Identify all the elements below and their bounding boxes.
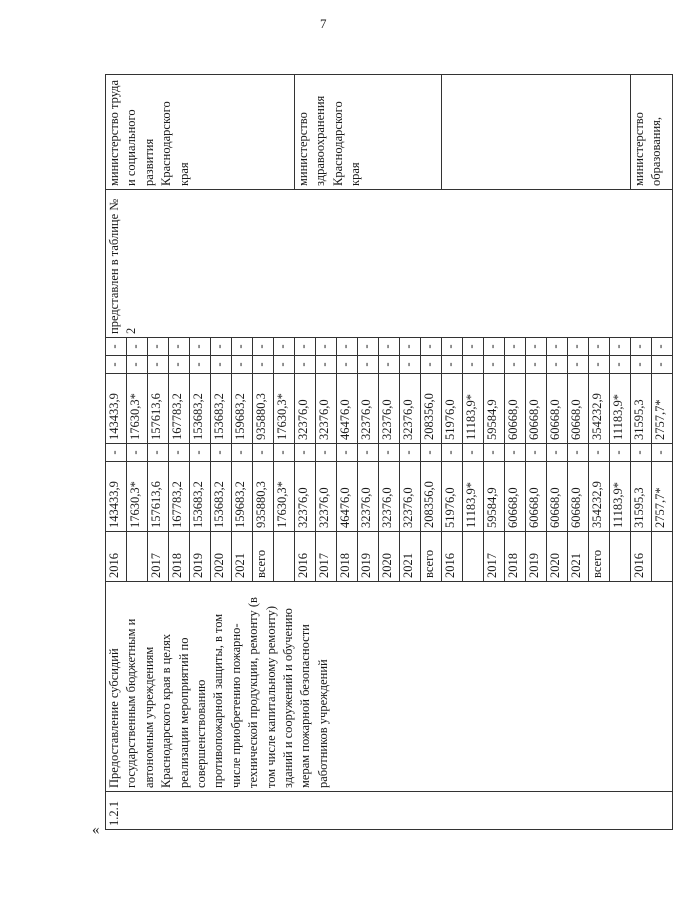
regional-amount: 46476,0 [337, 374, 358, 444]
regional-amount: 17630,3* [127, 374, 148, 444]
federal-amount: - [421, 444, 442, 462]
federal-amount: - [505, 444, 526, 462]
extrabudget-amount: - [211, 338, 232, 356]
regional-amount: 31595,3 [631, 374, 652, 444]
total-amount: 32376,0 [400, 462, 421, 532]
federal-amount: - [547, 444, 568, 462]
local-amount: - [400, 356, 421, 374]
federal-amount: - [211, 444, 232, 462]
year-cell [463, 532, 484, 582]
regional-amount: 143433,9 [106, 374, 127, 444]
year-cell: 2017 [148, 532, 169, 582]
local-amount: - [442, 356, 463, 374]
extrabudget-amount: - [295, 338, 316, 356]
federal-amount: - [631, 444, 652, 462]
regional-amount: 17630,3* [274, 374, 295, 444]
extrabudget-amount: - [337, 338, 358, 356]
year-cell: 2019 [358, 532, 379, 582]
local-amount: - [106, 356, 127, 374]
total-amount: 46476,0 [337, 462, 358, 532]
year-cell: 2019 [526, 532, 547, 582]
regional-amount: 32376,0 [379, 374, 400, 444]
local-amount: - [295, 356, 316, 374]
extrabudget-amount: - [379, 338, 400, 356]
extrabudget-amount: - [463, 338, 484, 356]
regional-amount: 32376,0 [358, 374, 379, 444]
extrabudget-amount: - [505, 338, 526, 356]
regional-amount: 153683,2 [211, 374, 232, 444]
extrabudget-amount: - [253, 338, 274, 356]
federal-amount: - [127, 444, 148, 462]
total-amount: 2757,7* [652, 462, 673, 532]
page-number: 7 [320, 16, 327, 31]
federal-amount: - [484, 444, 505, 462]
extrabudget-amount: - [169, 338, 190, 356]
year-cell [652, 532, 673, 582]
total-amount: 59584,9 [484, 462, 505, 532]
regional-amount: 354232,9 [589, 374, 610, 444]
item-number: 1.2.1 [106, 792, 673, 830]
year-cell: всего [421, 532, 442, 582]
extrabudget-amount: - [610, 338, 631, 356]
year-cell: 2016 [631, 532, 652, 582]
federal-amount: - [337, 444, 358, 462]
federal-amount: - [295, 444, 316, 462]
regional-amount: 11183,9* [610, 374, 631, 444]
year-cell: 2020 [547, 532, 568, 582]
result-note: представлен в таблице № 2 [106, 190, 673, 338]
regional-amount: 2757,7* [652, 374, 673, 444]
federal-amount: - [253, 444, 274, 462]
total-amount: 60668,0 [547, 462, 568, 532]
year-cell: всего [589, 532, 610, 582]
local-amount: - [568, 356, 589, 374]
responsible-ministry: министерство здравоохранения Краснодарского края [295, 75, 442, 190]
year-cell [127, 532, 148, 582]
local-amount: - [463, 356, 484, 374]
federal-amount: - [589, 444, 610, 462]
regional-amount: 157613,6 [148, 374, 169, 444]
program-table [105, 74, 673, 830]
total-amount: 32376,0 [358, 462, 379, 532]
local-amount: - [190, 356, 211, 374]
total-amount: 159683,2 [232, 462, 253, 532]
federal-amount: - [274, 444, 295, 462]
extrabudget-amount: - [652, 338, 673, 356]
local-amount: - [274, 356, 295, 374]
regional-amount: 153683,2 [190, 374, 211, 444]
federal-amount: - [358, 444, 379, 462]
regional-amount: 51976,0 [442, 374, 463, 444]
federal-amount: - [169, 444, 190, 462]
extrabudget-amount: - [442, 338, 463, 356]
total-amount: 153683,2 [211, 462, 232, 532]
federal-amount: - [190, 444, 211, 462]
extrabudget-amount: - [127, 338, 148, 356]
federal-amount: - [442, 444, 463, 462]
total-amount: 11183,9* [610, 462, 631, 532]
regional-amount: 167783,2 [169, 374, 190, 444]
federal-amount: - [652, 444, 673, 462]
extrabudget-amount: - [274, 338, 295, 356]
total-amount: 935880,3 [253, 462, 274, 532]
regional-amount: 60668,0 [505, 374, 526, 444]
total-amount: 143433,9 [106, 462, 127, 532]
regional-amount: 59584,9 [484, 374, 505, 444]
local-amount: - [484, 356, 505, 374]
federal-amount: - [610, 444, 631, 462]
regional-amount: 208356,0 [421, 374, 442, 444]
regional-amount: 32376,0 [295, 374, 316, 444]
regional-amount: 935880,3 [253, 374, 274, 444]
year-cell: 2018 [337, 532, 358, 582]
table-row [106, 75, 127, 830]
regional-amount: 32376,0 [316, 374, 337, 444]
year-cell: 2017 [484, 532, 505, 582]
total-amount: 17630,3* [274, 462, 295, 532]
extrabudget-amount: - [484, 338, 505, 356]
local-amount: - [379, 356, 400, 374]
extrabudget-amount: - [400, 338, 421, 356]
year-cell [274, 532, 295, 582]
total-amount: 157613,6 [148, 462, 169, 532]
local-amount: - [526, 356, 547, 374]
federal-amount: - [316, 444, 337, 462]
total-amount: 11183,9* [463, 462, 484, 532]
local-amount: - [631, 356, 652, 374]
extrabudget-amount: - [358, 338, 379, 356]
year-cell: 2021 [568, 532, 589, 582]
extrabudget-amount: - [316, 338, 337, 356]
rotated-table-container [105, 75, 667, 830]
total-amount: 153683,2 [190, 462, 211, 532]
local-amount: - [589, 356, 610, 374]
year-cell: 2018 [505, 532, 526, 582]
federal-amount: - [148, 444, 169, 462]
total-amount: 60668,0 [526, 462, 547, 532]
regional-amount: 60668,0 [526, 374, 547, 444]
regional-amount: 60668,0 [547, 374, 568, 444]
federal-amount: - [232, 444, 253, 462]
local-amount: - [211, 356, 232, 374]
regional-amount: 32376,0 [400, 374, 421, 444]
extrabudget-amount: - [526, 338, 547, 356]
local-amount: - [652, 356, 673, 374]
local-amount: - [421, 356, 442, 374]
year-cell: 2020 [379, 532, 400, 582]
total-amount: 32376,0 [295, 462, 316, 532]
year-cell: 2019 [190, 532, 211, 582]
year-cell [610, 532, 631, 582]
extrabudget-amount: - [190, 338, 211, 356]
year-cell: 2020 [211, 532, 232, 582]
responsible-ministry: министерство образования, [631, 75, 673, 190]
regional-amount: 60668,0 [568, 374, 589, 444]
total-amount: 32376,0 [316, 462, 337, 532]
year-cell: всего [253, 532, 274, 582]
total-amount: 32376,0 [379, 462, 400, 532]
total-amount: 60668,0 [505, 462, 526, 532]
year-cell: 2016 [442, 532, 463, 582]
local-amount: - [547, 356, 568, 374]
extrabudget-amount: - [631, 338, 652, 356]
measure-description: Предоставление субсидий государственным бюджетным и автономным учреждениям Краснодарского края в целях реализации мероприятий по совершенствованию противопожарной защиты, в том числе приобретению пожарно-технической продукции, ремонту (в том числе капитальному ремонту) зданий и сооружений и обучению мерам пожарной безопасности работников учреждений [106, 582, 673, 792]
extrabudget-amount: - [421, 338, 442, 356]
local-amount: - [358, 356, 379, 374]
extrabudget-amount: - [547, 338, 568, 356]
local-amount: - [337, 356, 358, 374]
extrabudget-amount: - [589, 338, 610, 356]
year-cell: 2021 [232, 532, 253, 582]
responsible-ministry [442, 75, 631, 190]
extrabudget-amount: - [232, 338, 253, 356]
total-amount: 354232,9 [589, 462, 610, 532]
local-amount: - [316, 356, 337, 374]
extrabudget-amount: - [568, 338, 589, 356]
total-amount: 17630,3* [127, 462, 148, 532]
extrabudget-amount: - [106, 338, 127, 356]
federal-amount: - [463, 444, 484, 462]
total-amount: 60668,0 [568, 462, 589, 532]
local-amount: - [148, 356, 169, 374]
local-amount: - [505, 356, 526, 374]
table-body [106, 75, 673, 830]
year-cell: 2016 [295, 532, 316, 582]
year-cell: 2016 [106, 532, 127, 582]
federal-amount: - [568, 444, 589, 462]
year-cell: 2017 [316, 532, 337, 582]
federal-amount: - [379, 444, 400, 462]
local-amount: - [169, 356, 190, 374]
year-cell: 2021 [400, 532, 421, 582]
federal-amount: - [400, 444, 421, 462]
regional-amount: 11183,9* [463, 374, 484, 444]
regional-amount: 159683,2 [232, 374, 253, 444]
total-amount: 167783,2 [169, 462, 190, 532]
local-amount: - [127, 356, 148, 374]
local-amount: - [232, 356, 253, 374]
local-amount: - [253, 356, 274, 374]
local-amount: - [610, 356, 631, 374]
extrabudget-amount: - [148, 338, 169, 356]
opening-quote: « [92, 822, 100, 838]
responsible-ministry: министерство труда и социального развития Краснодарского края [106, 75, 295, 190]
total-amount: 51976,0 [442, 462, 463, 532]
federal-amount: - [526, 444, 547, 462]
total-amount: 31595,3 [631, 462, 652, 532]
total-amount: 208356,0 [421, 462, 442, 532]
year-cell: 2018 [169, 532, 190, 582]
federal-amount: - [106, 444, 127, 462]
